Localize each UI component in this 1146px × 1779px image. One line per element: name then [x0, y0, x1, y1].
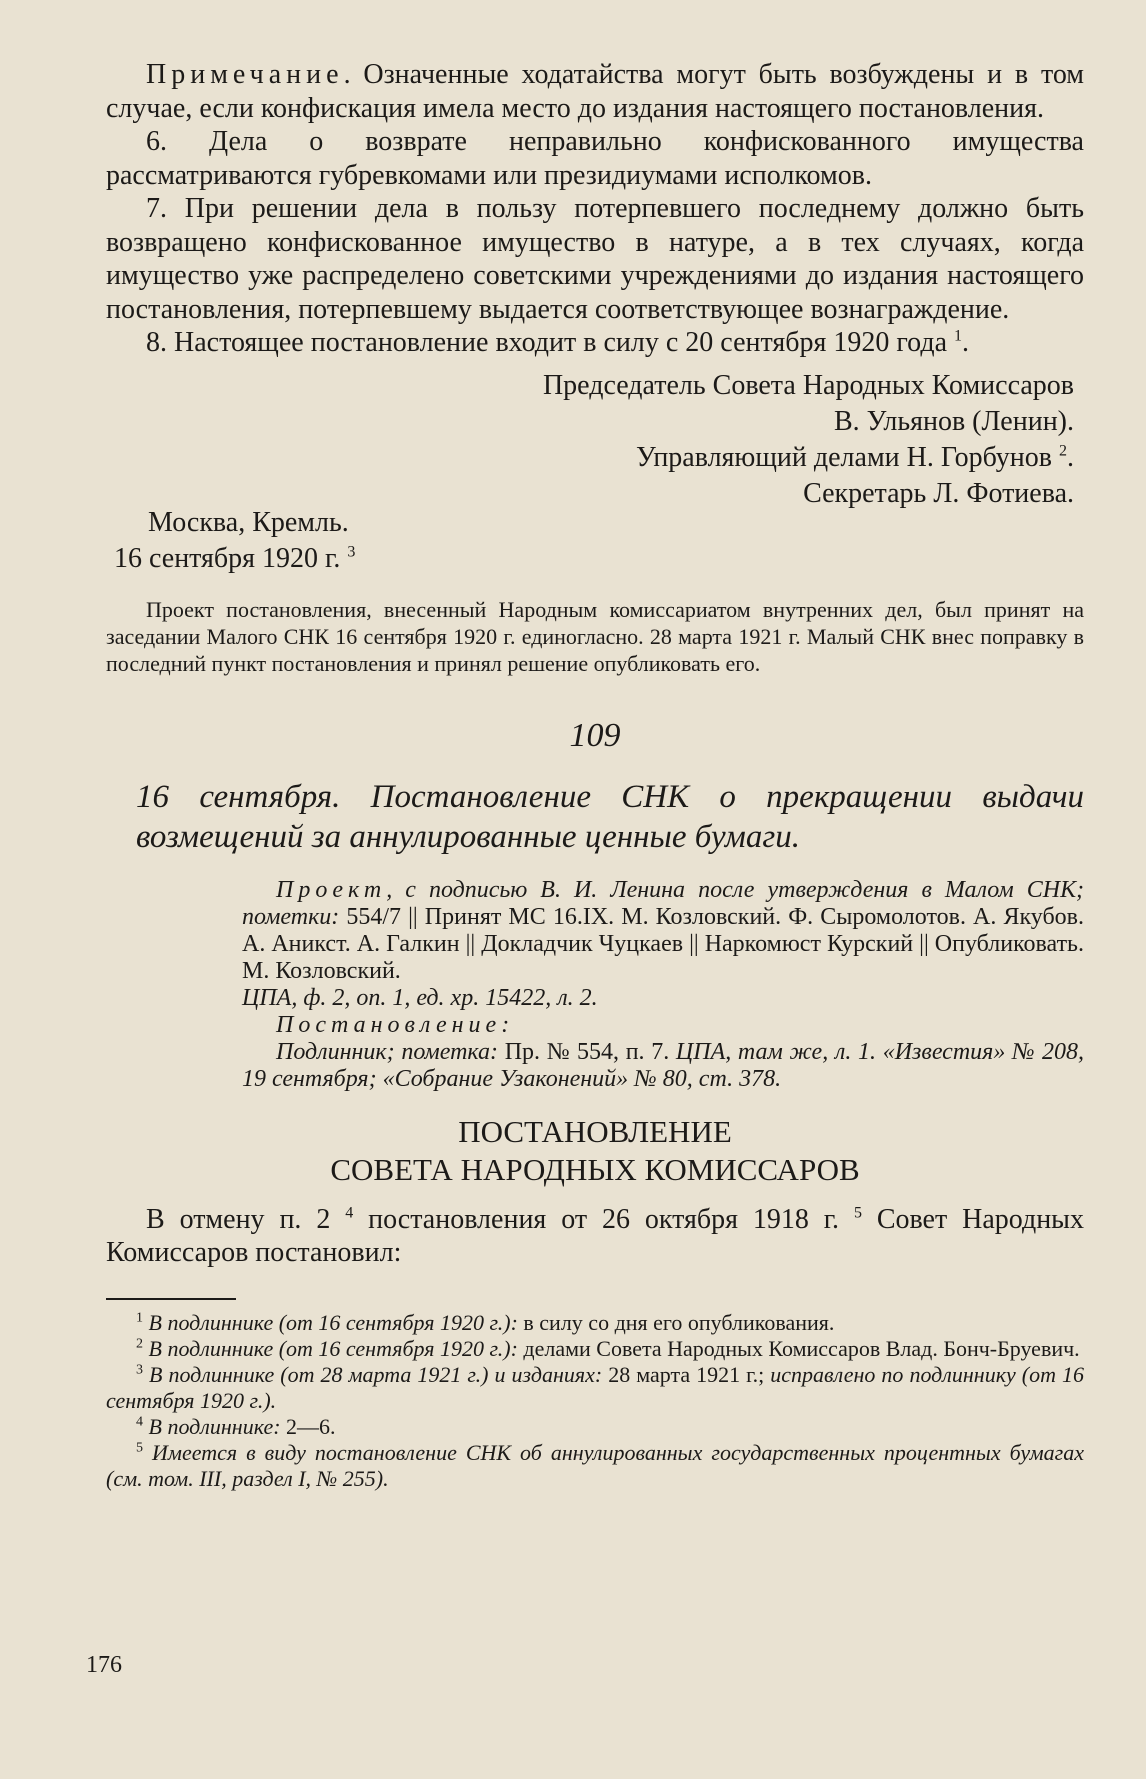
meta-original: [242, 1039, 1084, 1093]
page-number: 176: [86, 1652, 122, 1678]
paragraph-7: 7. При решении дела в пользу потерпевшего последнему должно быть возвращено конфискованное имущество в натуре, а в тех случаях, когда имущество уже распределено советскими учреждениями до издания настоящего постановления, потерпевшему выдается соответствующее вознаграждение.: [106, 193, 1084, 325]
place-city: Москва, Кремль.: [148, 506, 349, 538]
meta-draft-source: [242, 985, 1084, 1012]
footnote-4-plain: 2—6.: [280, 1413, 336, 1439]
meta-draft-plain: 554/7 || Принят МС 16.IX. М. Козловский. Ф. Сыромолотов. А. Якубов. А. Аникст. А. Галкин || Докладчик Чуцкаев || Наркомюст Курский || Опубликовать. М. Козловский.: [242, 903, 1084, 984]
archival-metadata: [242, 877, 1084, 1093]
footnote-ref-3: 3: [347, 543, 356, 561]
footnote-ref-5: 5: [853, 1204, 862, 1222]
place-date: [106, 542, 1084, 576]
footnote-5-number: 5: [136, 1440, 143, 1456]
paragraph-note: [106, 58, 1084, 125]
text-column: [106, 58, 1084, 1492]
footnote-2-plain: делами Совета Народных Комиссаров Влад. Бонч-Бруевич.: [517, 1335, 1080, 1361]
meta-draft-label: Проект: [276, 876, 387, 903]
footnote-5-italic: Имеется в виду постановление СНК об аннулированных государственных процентных бумагах (см. том. III, раздел I, № 255).: [106, 1439, 1084, 1491]
meta-original-italic: Подлинник; пометка:: [276, 1038, 499, 1065]
decree-heading-line-1: ПОСТАНОВЛЕНИЕ: [458, 1113, 732, 1149]
document-number: 109: [569, 716, 621, 754]
footnote-2: [106, 1336, 1084, 1362]
footnote-ref-1: 1: [954, 327, 963, 345]
paragraph-8-end: .: [962, 327, 970, 358]
footnote-4: [106, 1414, 1084, 1440]
meta-decree-label-text: Постановление:: [276, 1011, 515, 1038]
note-label: Примечание: [146, 59, 344, 90]
paragraph-8-text: 8. Настоящее постановление входит в силу с 20 сентября 1920 года: [146, 327, 948, 358]
editorial-note: Проект постановления, внесенный Народным комиссариатом внутренних дел, был принят на заседании Малого СНК 16 сентября 1920 г. единогласно. 28 марта 1921 г. Малый СНК внес поправку в последний пункт постановления и принял решение опубликовать его.: [106, 596, 1084, 676]
place-date-text: 16 сентября 1920 г.: [114, 542, 341, 574]
signature-line-4: Секретарь Л. Фотиева.: [803, 477, 1074, 509]
meta-draft-italic: , с подписью В. И. Ленина после утверждения в Малом СНК; пометки:: [242, 876, 1084, 930]
footnote-5: [106, 1440, 1084, 1492]
footnote-3: [106, 1362, 1084, 1414]
signatures: [106, 368, 1084, 512]
footnote-1-number: 1: [136, 1310, 143, 1326]
footnotes: [106, 1310, 1084, 1492]
footnote-4-number: 4: [136, 1414, 143, 1430]
footnote-3-number: 3: [136, 1362, 143, 1378]
footnote-4-italic: В подлиннике:: [148, 1413, 281, 1439]
decree-heading: [106, 1113, 1084, 1189]
footnote-1-italic: В подлиннике (от 16 сентября 1920 г.):: [148, 1309, 518, 1335]
document-title: 16 сентября. Постановление СНК о прекращении выдачи возмещений за аннулированные ценные бумаги.: [136, 778, 1084, 855]
signature-line-2: В. Ульянов (Ленин).: [834, 405, 1074, 437]
decree-heading-line-2: СОВЕТА НАРОДНЫХ КОМИССАРОВ: [330, 1151, 860, 1187]
decree-intro: [106, 1203, 1084, 1270]
footnote-3-plain: 28 марта 1921 г.;: [602, 1361, 765, 1387]
footnote-2-number: 2: [136, 1336, 143, 1352]
signature-line-3-text: Управляющий делами Н. Горбунов: [635, 441, 1052, 473]
footnote-ref-2: 2: [1059, 442, 1067, 460]
footnote-1-plain: в силу со дня его опубликования.: [517, 1309, 835, 1335]
decree-part-3: Совет Народных Комиссаров постановил:: [106, 1203, 1084, 1268]
meta-original-source: ЦПА, там же, л. 1. «Известия» № 208, 19 сентября; «Собрание Узаконений» № 80, ст. 378.: [242, 1038, 1084, 1092]
meta-original-plain: Пр. № 554, п. 7.: [498, 1038, 670, 1065]
meta-draft: [242, 877, 1084, 985]
footnote-2-italic: В подлиннике (от 16 сентября 1920 г.):: [148, 1335, 518, 1361]
footnote-ref-4: 4: [345, 1204, 354, 1222]
signature-line-1: Председатель Совета Народных Комиссаров: [542, 369, 1074, 401]
paragraph-8: [106, 326, 1084, 360]
decree-part-1: В отмену п. 2: [146, 1203, 331, 1235]
footnote-1: [106, 1310, 1084, 1336]
footnote-3-italic-2: исправлено по подлиннику (от 16 сентября 1920 г.).: [106, 1361, 1084, 1413]
meta-decree-label: [242, 1012, 1084, 1039]
meta-draft-source-text: ЦПА, ф. 2, оп. 1, ед. хр. 15422, л. 2.: [242, 984, 598, 1011]
footnote-divider: [106, 1298, 236, 1300]
signature-line-3: [106, 440, 1084, 476]
signature-line-3-end: .: [1067, 441, 1074, 473]
paragraph-6: 6. Дела о возврате неправильно конфискованного имущества рассматриваются губревкомами или президиумами исполкомов.: [106, 126, 1084, 191]
decree-part-2: постановления от 26 октября 1918 г.: [353, 1203, 840, 1235]
footnote-3-italic: В подлиннике (от 28 марта 1921 г.) и изданиях:: [149, 1361, 603, 1387]
note-text: . Означенные ходатайства могут быть возбуждены и в том случае, если конфискация имела место до издания настоящего постановления.: [106, 59, 1084, 124]
